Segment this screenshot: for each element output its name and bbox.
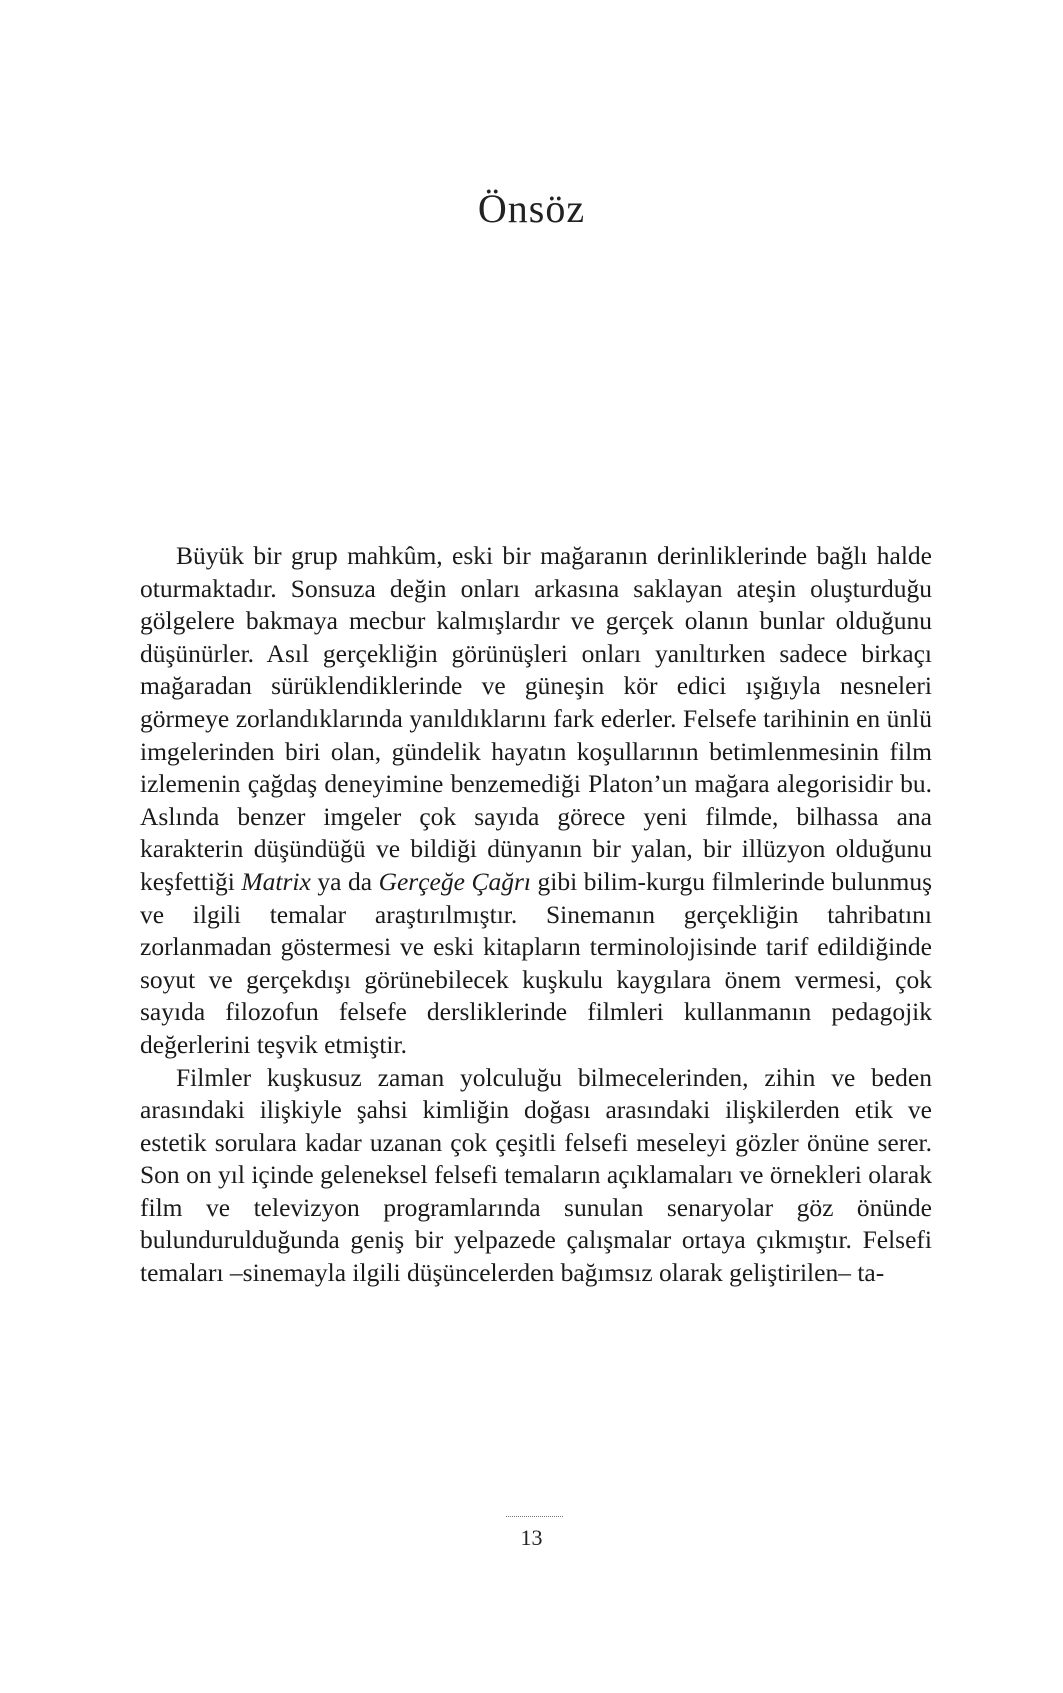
paragraph-1-text-b: ya da [310, 866, 379, 896]
paragraph-1 [140, 540, 932, 1062]
paragraph-2: Filmler kuşkusuz zaman yolculuğu bilmecelerinden, zihin ve beden arasındaki ilişkiyle şahsi kimliğin doğası arasındaki ilişkilerden etik ve estetik sorulara kadar uzanan çok çeşitli felsefi meseleyi gözler önüne serer. Son on yıl içinde geleneksel felsefi temaların açıklamaları ve örnekleri olarak film ve televizyon programlarında sunulan senaryolar göz önünde bulundurulduğunda geniş bir yelpazede çalışmalar ortaya çıkmıştır. Felsefi temaları –sinemayla ilgili düşüncelerden bağımsız olarak geliştirilen– ta- [140, 1062, 932, 1288]
paragraph-1-text-a: Büyük bir grup mahkûm, eski bir mağaranın derinliklerinde bağlı halde oturmaktadır. Sonsuza değin onları arkasına saklayan ateşin oluşturduğu gölgelere bakmaya mecbur kalmışlardır ve gerçek olanın bunlar olduğunu düşünürler. Asıl gerçekliğin görünüşleri onları yanıltırken sadece birkaçı mağaradan sürüklendiklerinde ve güneşin kör edici ışığıyla nesneleri görmeye zorlandıklarında yanıldıklarını fark ederler. Felsefe tarihinin en ünlü imgelerinden biri olan, gündelik hayatın koşullarının betimlenmesinin film izlemenin çağdaş deneyimine benzemediği Platon’un mağara alegorisidir bu. Aslında benzer imgeler çok sayıda görece yeni filmde, bilhassa ana karakterin düşündüğü ve bildiği dünyanın bir yalan, bir illüzyon olduğunu keşfettiği [140, 541, 932, 896]
page-number: 13 [520, 1525, 543, 1550]
footer-dotted-rule [506, 1516, 563, 1517]
body-text [140, 540, 932, 1290]
paragraph-1-text-c: gibi bilim-kurgu filmlerinde bulunmuş ve ilgili temalar araştırılmıştır. Sinemanın gerçekliğin tahribatını zorlanmadan göstermesi ve eski kitapların terminolojisinde tarif edildiğinde soyut ve gerçekdışı görünebilecek kuşkulu kaygılara önem vermesi, çok sayıda filozofun felsefe dersliklerinde filmleri kullanmanın pedagojik değerlerini teşvik etmiştir. [140, 866, 932, 1059]
film-title-gercege-cagri: Gerçeğe Çağrı [378, 866, 531, 896]
chapter-heading: Önsöz [477, 186, 586, 231]
film-title-matrix: Matrix [241, 866, 311, 896]
